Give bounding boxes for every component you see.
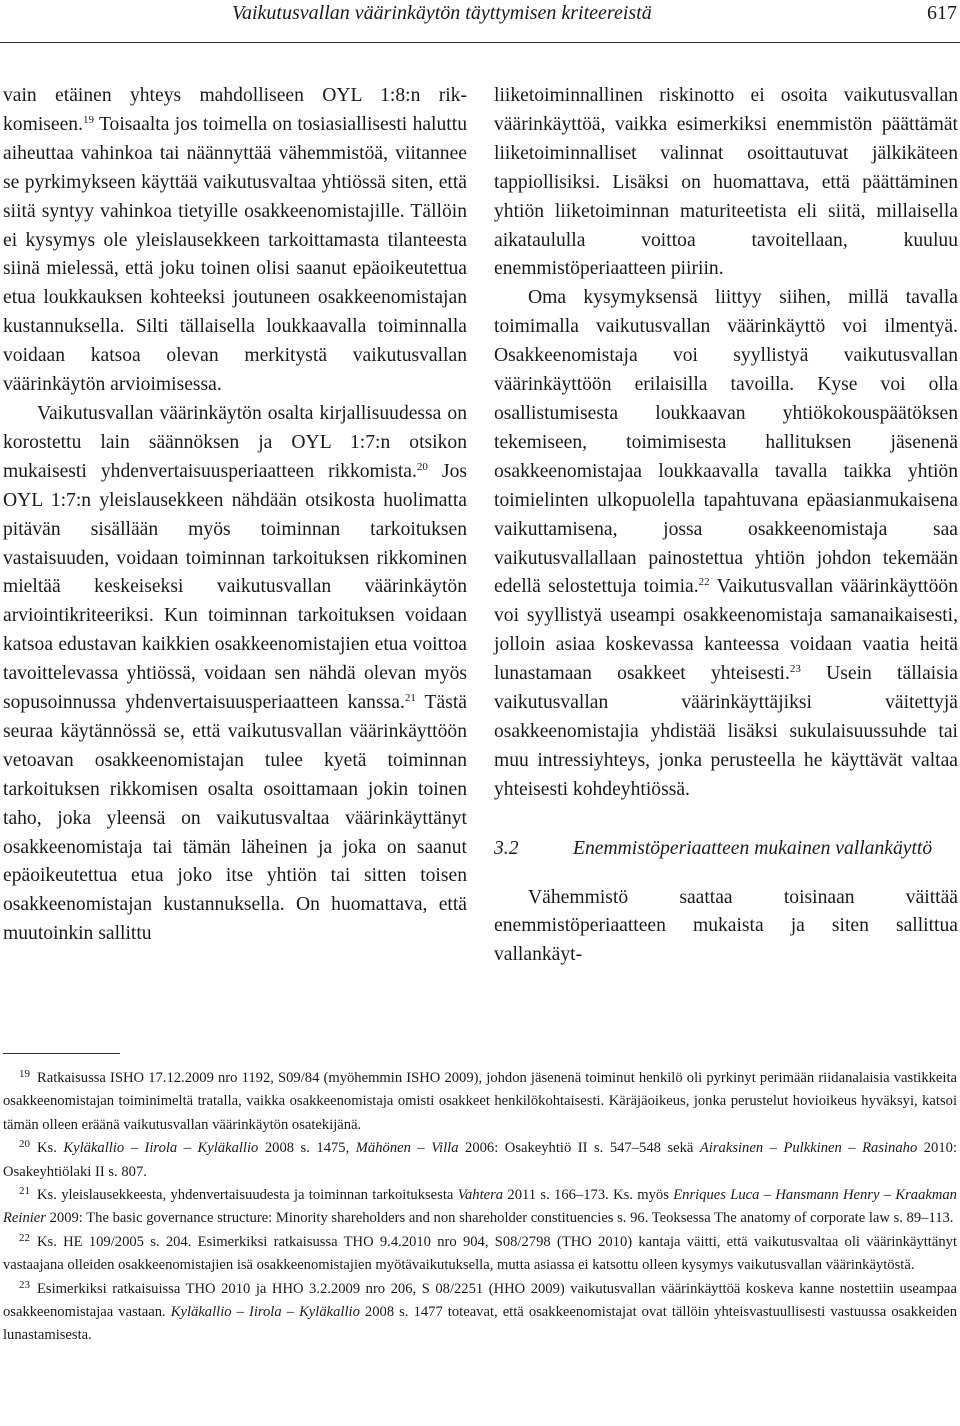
- footnote-number: 21: [19, 1185, 30, 1198]
- right-column: [494, 82, 958, 970]
- footnote-number: 22: [19, 1231, 30, 1244]
- footnote-number: 19: [19, 1068, 30, 1080]
- section-number: 3.2: [494, 837, 519, 859]
- footnote-ref[interactable]: 23: [789, 663, 801, 676]
- paragraph: liiketoiminnallinen riskinotto ei osoita vaikutusvallan väärinkäyttöä, vaikka esimerkiksi enemmistön päättämät liiketoiminnalliset valinnat osoittautuvat jälkikäteen tappiollisiksi. Lisäksi on huomattava, että päättäminen yhtiön liiketoiminnan maturiteetista eli siitä, millaisella aikataululla voittoa tavoitellaan, kuuluu enemmistöperiaatteen piiriin.: [494, 85, 958, 280]
- footnote-23: $^{23}$ Esimerkiksi ratkaisuissa THO 2010 ja HHO 3.2.2009 nro 206, S 08/2251 (HHO 2009) vaikutusvallan väärinkäyttöä koskeva kanne nostettiin useampaa osakkeenomistajaa vastaan. Kyläkallio – Iirola – Kyläkallio 2008 s. 1477 toteavat, että osakkeenomistajat ovat tällöin yhteisvastuullisesti vastuussa osakkeiden lunastamisesta.: [3, 1278, 957, 1344]
- footnote-22: $^{22}$ Ks. HE 109/2005 s. 204. Esimerkiksi ratkaisussa THO 9.4.2010 nro 904, S08/2798 (THO 2010) kantaja väitti, että vaikutusvaltaa oli väärinkäyttänyt vastaajana olleiden osakkeenomistajien isä osakkeenomistajien myötävaikutuksella, mutta asiassa ei katsottu olleen kysymys vaikutusvallan väärinkäytöstä.: [3, 1231, 957, 1274]
- footnote-19: $^{19}$ Ratkaisussa ISHO 17.12.2009 nro 1192, S09/84 (myöhemmin ISHO 2009), johdon jäsenenä toiminut henkilö oli pyrkinyt perimään riidanalaisia vastikkeita osakkeenomistajan toiminimeltä tratalla, vaikka osakkeenomistaja omisti osakkeet henkilökohtaisesti. Käräjäoikeus, jonka perustelut hovioikeus hyväksyi, katsoi tämän olleen eräänä vaikutusvallan väärinkäytön osatekijänä.: [3, 1068, 957, 1133]
- section-heading: [494, 835, 958, 864]
- footnote-ref[interactable]: 21: [404, 692, 416, 705]
- section-title: Enemmistöperiaatteen mukainen vallankäyttö: [573, 837, 933, 859]
- page-number: 617: [927, 2, 957, 24]
- footnote-divider: [3, 1053, 120, 1054]
- footnote-ref[interactable]: 19: [83, 113, 94, 126]
- footnote-ref[interactable]: 20: [416, 460, 428, 473]
- paragraph: Oma kysymyksensä liittyy siihen, millä tavalla toimimalla vaikutusvallan väärinkäyttö voi ilmentyä. Osakkeenomistaja voi syyllistyä vaikutusvallan väärinkäyttöön erilaisilla tavoilla. Kyse voi olla osallistumisesta loukkaavan yhtiökokouspäätöksen tekemiseen, toimimisesta hallituksen jäsenenä osakkeenomistajaa loukkaavalla tavalla taikka yhtiön toimielinten ulkopuolella tapahtuvana epäasianmukaisena vaikuttamisena, jossa osakkeenomistaja saa vaikutusvallallaan painostettua yhtiön johdon tekemään edellä selostettuja toimia.$^{22}$ Vaikutusvallan väärinkäyttöön voi syyllistyä useampi osakkeenomistaja samanaikaisesti, jolloin asiaa koskevassa kanteessa voidaan vaatia heitä lunastamaan osakkeet yhteisesti.$^{23}$ Usein tällaisia vaikutusvallan väärinkäyttäjiksi väitettyjä osakkeenomistajia yhdistää lisäksi sukulaisuussuhde tai muu intressiyhteys, jonka perusteella he käyttävät valtaa yhteisesti kohdeyhtiössä.: [494, 287, 958, 800]
- running-header: [0, 0, 960, 43]
- footnotes: [3, 1067, 957, 1348]
- footnote-ref[interactable]: 22: [698, 576, 710, 589]
- paragraph: vain etäinen yhteys mahdolliseen OYL 1:8:n rik-komiseen.$^{19}$ Toisaalta jos toimella on tosiasiallisesti haluttu aiheuttaa vahinkoa tai näännyttää vähemmistöä, viitannee se pyrkimykseen käyttää vaikutusvaltaa yhtiössä siten, että siitä syntyy vahinkoa tietyille osakkeenomistajille. Tällöin ei kysymys ole yleislausekkeen tarkoittamasta tilanteesta siinä mielessä, että joku toinen olisi saanut epäoikeutettua etua loukkauksen kohteeksi joutuneen osakkeenomistajan kustannuksella. Silti tällaisella loukkaavalla toiminnalla voidaan katsoa olevan merkitystä vaikutusvallan väärinkäytön arvioimisessa.: [3, 85, 467, 396]
- paragraph: Vaikutusvallan väärinkäytön osalta kirjallisuudessa on korostettu lain säännöksen ja OYL 1:7:n otsikon mukaisesti yhdenvertaisuusperiaatteen rikkomista.$^{20}$ Jos OYL 1:7:n yleislausekkeen nähdään otsikosta huolimatta pitävän sisällään myös toiminnan tarkoituksen vastaisuuden, voidaan toiminnan tarkoituksen rikkominen mieltää keskeiseksi vaikutusvallan väärinkäytön arviointikriteeriksi. Kun toiminnan tarkoituksen voidaan katsoa edustavan kaikkien osakkeenomistajien etua voittoa tavoittelevassa yhtiössä, voidaan sen nähdä olevan myös sopusoinnussa yhdenvertaisuusperiaatteen kanssa.$^{21}$ Tästä seuraa käytännössä se, että vaikutusvallan väärinkäyttöön vetoavan osakkeenomistajan tulee kyetä toiminnan tarkoituksen rikkomisen osalta osoittamaan jokin toinen taho, joka yleensä on vaikutusvaltaa väärinkäyttänyt osakkeenomistaja tai tämän läheinen ja joka on saanut epäoikeutettua etua joko itse yhtiön tai sitten toisen osakkeenomistajan kustannuksella. On huomattava, että muutoinkin sallittu: [3, 402, 467, 945]
- paragraph: Vähemmistö saattaa toisinaan väittää enemmistöperiaatteen mukaista ja siten sallittua vallankäyt-: [494, 886, 958, 966]
- footnote-21: $^{21}$ Ks. yleislausekkeesta, yhdenvertaisuudesta ja toiminnan tarkoituksesta Vahtera 2011 s. 166–173. Ks. myös Enriques Luca – Hansmann Henry – Kraakman Reinier 2009: The basic governance structure: Minority shareholders and non shareholder constituencies s. 96. Teoksessa The anatomy of corporate law s. 89–113.: [3, 1185, 957, 1227]
- footnote-number: 20: [19, 1138, 30, 1151]
- running-title: Vaikutusvallan väärinkäytön täyttymisen kriteereistä: [232, 2, 652, 24]
- footnote-number: 23: [19, 1278, 30, 1291]
- left-column: [3, 82, 467, 949]
- footnote-20: $^{20}$ Ks. Kyläkallio – Iirola – Kyläkallio 2008 s. 1475, Mähönen – Villa 2006: Osakeyhtiö II s. 547–548 sekä Airaksinen – Pulkkinen – Rasinaho 2010: Osakeyhtiölaki II s. 807.: [3, 1138, 958, 1180]
